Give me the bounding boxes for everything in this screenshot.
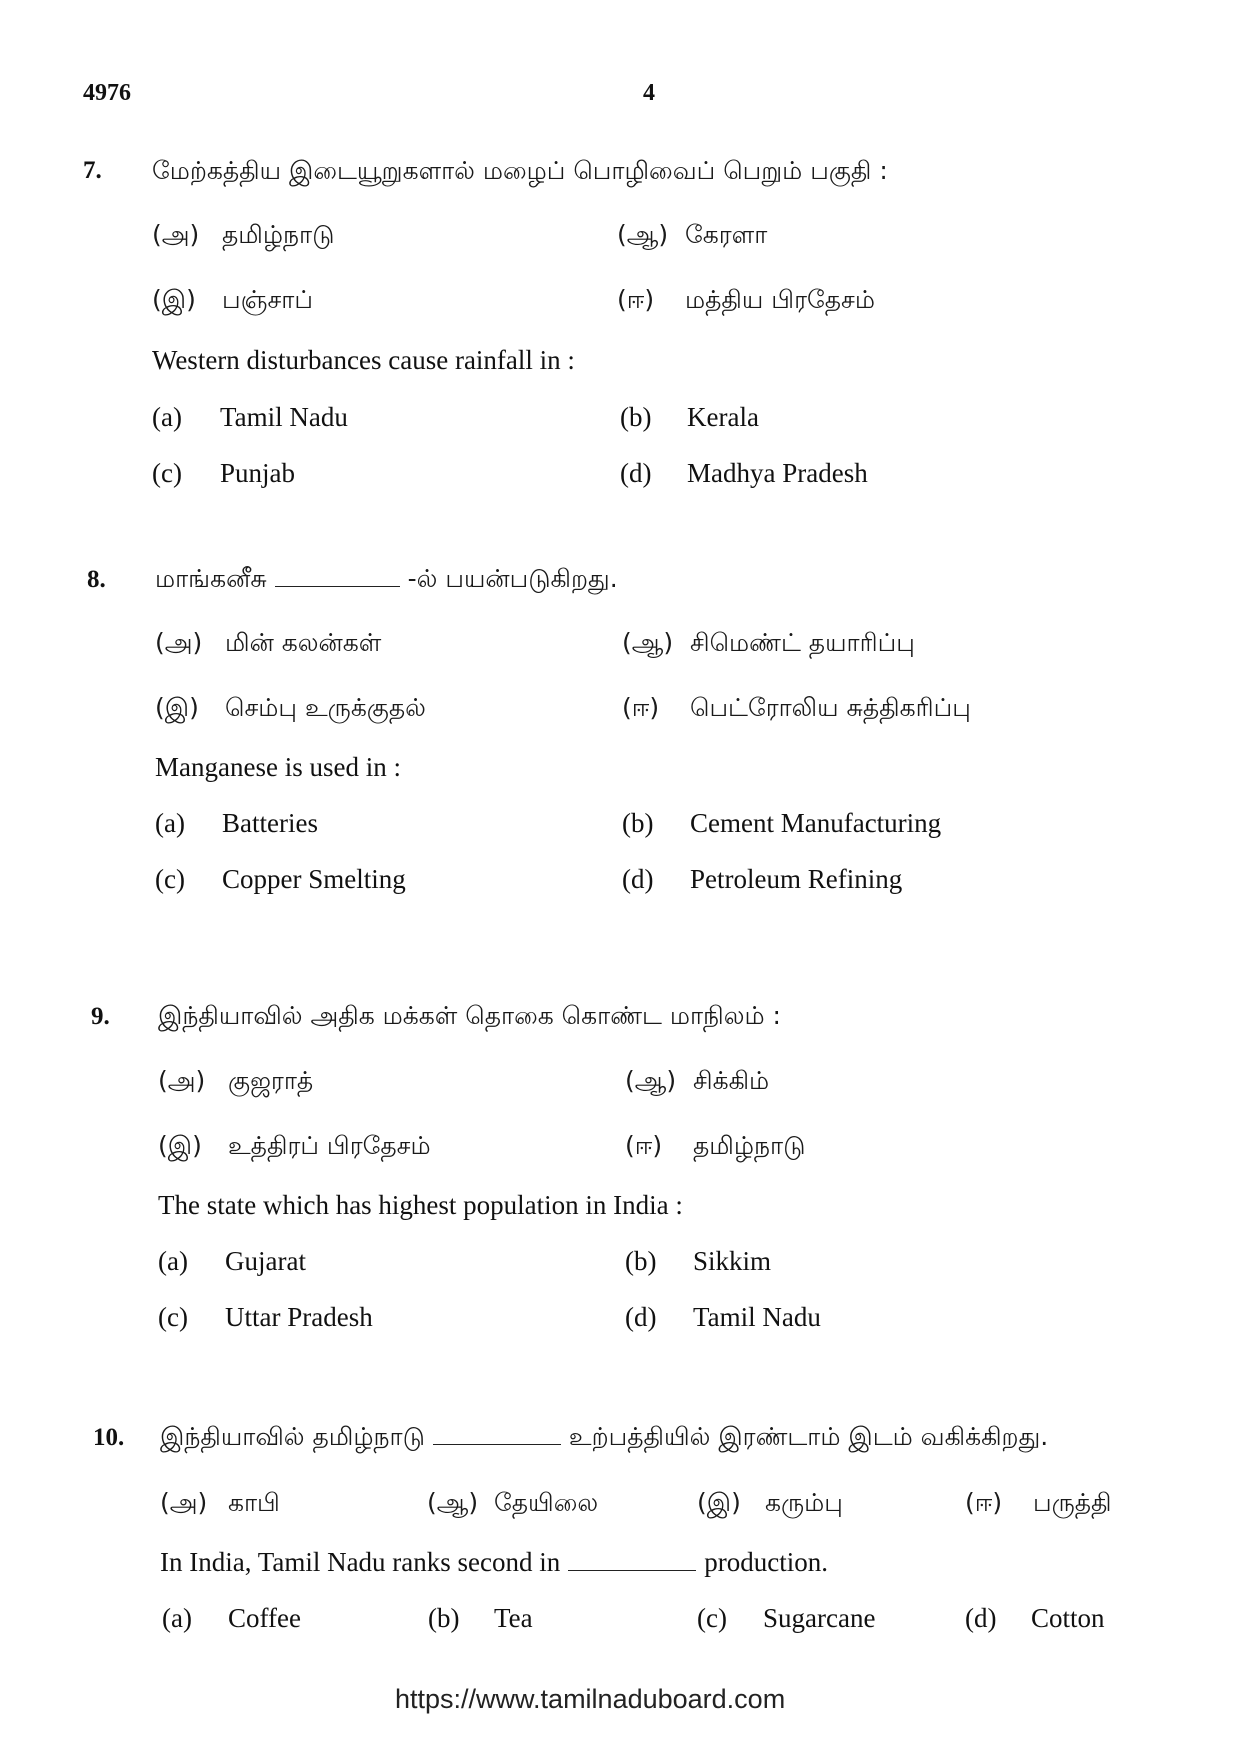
english-option-label: (a)	[155, 808, 185, 838]
english-option-text: Cotton	[1031, 1603, 1105, 1633]
english-question-part: production.	[704, 1547, 829, 1577]
page-number: 4	[643, 80, 655, 106]
question-number: 7.	[83, 157, 102, 184]
tamil-question-part: உற்பத்தியில் இரண்டாம் இடம் வகிக்கிறது.	[568, 1422, 1049, 1451]
tamil-option-label: (இ)	[697, 1488, 741, 1517]
tamil-question-part: இந்தியாவில் தமிழ்நாடு	[160, 1422, 425, 1451]
english-option-label: (c)	[155, 864, 185, 894]
english-option-text: Cement Manufacturing	[690, 808, 942, 838]
english-option-text: Tea	[494, 1603, 533, 1633]
english-option-label: (d)	[625, 1302, 657, 1332]
english-option-label: (d)	[620, 458, 652, 488]
english-option-text: Sikkim	[693, 1246, 772, 1276]
english-question: The state which has highest population in India :	[158, 1190, 683, 1220]
tamil-option-label: (அ)	[152, 220, 200, 249]
english-option-label: (a)	[158, 1246, 188, 1276]
answer-blank	[275, 585, 400, 587]
tamil-option-text: உத்திரப் பிரதேசம்	[228, 1131, 431, 1160]
english-option-text: Madhya Pradesh	[687, 458, 868, 488]
english-option-label: (a)	[162, 1603, 192, 1633]
english-option-label: (c)	[152, 458, 182, 488]
english-option-label: (a)	[152, 402, 182, 432]
english-option-text: Tamil Nadu	[220, 402, 348, 432]
english-option-text: Batteries	[222, 808, 318, 838]
tamil-option-text: பருத்தி	[1033, 1488, 1112, 1517]
english-option-text: Copper Smelting	[222, 864, 406, 894]
tamil-option-label: (ஆ)	[622, 628, 674, 657]
tamil-option-text: பஞ்சாப்	[222, 285, 313, 314]
question-number: 10.	[93, 1424, 125, 1451]
tamil-option-text: மத்திய பிரதேசம்	[685, 285, 875, 314]
tamil-option-label: (இ)	[155, 693, 199, 722]
tamil-option-label: (ஈ)	[617, 285, 655, 314]
tamil-option-label: (ஆ)	[427, 1488, 479, 1517]
english-question	[160, 1547, 828, 1578]
english-option-label: (b)	[625, 1246, 657, 1276]
english-option-label: (d)	[622, 864, 654, 894]
tamil-option-text: சிமெண்ட் தயாரிப்பு	[690, 628, 915, 657]
english-option-text: Tamil Nadu	[693, 1302, 821, 1332]
english-option-text: Punjab	[220, 458, 296, 488]
tamil-option-text: பெட்ரோலிய சுத்திகரிப்பு	[690, 693, 971, 722]
english-option-text: Sugarcane	[763, 1603, 876, 1633]
tamil-question	[160, 1422, 1048, 1455]
english-option-label: (c)	[158, 1302, 188, 1332]
english-option-label: (d)	[965, 1603, 997, 1633]
tamil-option-text: செம்பு உருக்குதல்	[225, 693, 426, 722]
tamil-option-label: (ஈ)	[625, 1131, 663, 1160]
tamil-question	[155, 564, 618, 597]
english-option-label: (b)	[428, 1603, 460, 1633]
english-option-label: (b)	[622, 808, 654, 838]
tamil-option-text: குஜராத்	[228, 1066, 314, 1095]
question-number: 9.	[91, 1003, 110, 1030]
tamil-option-label: (அ)	[160, 1488, 208, 1517]
tamil-question: இந்தியாவில் அதிக மக்கள் தொகை கொண்ட மாநிலம் :	[158, 1001, 781, 1030]
tamil-option-text: தமிழ்நாடு	[222, 220, 335, 249]
tamil-option-label: (இ)	[152, 285, 196, 314]
tamil-question-part: -ல் பயன்படுகிறது.	[407, 564, 618, 593]
tamil-option-label: (ஈ)	[622, 693, 660, 722]
english-option-label: (b)	[620, 402, 652, 432]
answer-blank	[433, 1443, 561, 1445]
answer-blank	[568, 1569, 696, 1571]
tamil-option-label: (இ)	[158, 1131, 202, 1160]
tamil-option-text: காபி	[228, 1488, 280, 1517]
english-option-text: Gujarat	[225, 1246, 306, 1276]
tamil-question-part: மாங்கனீசு	[155, 564, 267, 593]
footer-url-link[interactable]: https://www.tamilnaduboard.com	[395, 1684, 786, 1714]
english-question: Manganese is used in :	[155, 752, 401, 782]
tamil-option-label: (அ)	[158, 1066, 206, 1095]
tamil-option-text: கேரளா	[685, 220, 768, 249]
english-option-text: Coffee	[228, 1603, 301, 1633]
tamil-option-label: (ஆ)	[625, 1066, 677, 1095]
tamil-option-label: (ஈ)	[965, 1488, 1003, 1517]
tamil-option-text: தமிழ்நாடு	[693, 1131, 806, 1160]
english-option-text: Petroleum Refining	[690, 864, 903, 894]
english-option-text: Kerala	[687, 402, 759, 432]
tamil-option-label: (ஆ)	[617, 220, 669, 249]
question-number: 8.	[87, 566, 106, 593]
paper-code: 4976	[83, 80, 131, 106]
tamil-option-text: கரும்பு	[765, 1488, 843, 1517]
tamil-option-text: சிக்கிம்	[693, 1066, 770, 1095]
tamil-option-text: மின் கலன்கள்	[225, 628, 382, 657]
tamil-option-label: (அ)	[155, 628, 203, 657]
tamil-option-text: தேயிலை	[494, 1488, 599, 1517]
english-option-label: (c)	[697, 1603, 727, 1633]
english-question-part: In India, Tamil Nadu ranks second in	[160, 1547, 561, 1577]
english-question: Western disturbances cause rainfall in :	[152, 345, 575, 375]
tamil-question: மேற்கத்திய இடையூறுகளால் மழைப் பொழிவைப் பெறும் பகுதி :	[152, 156, 888, 185]
english-option-text: Uttar Pradesh	[225, 1302, 373, 1332]
